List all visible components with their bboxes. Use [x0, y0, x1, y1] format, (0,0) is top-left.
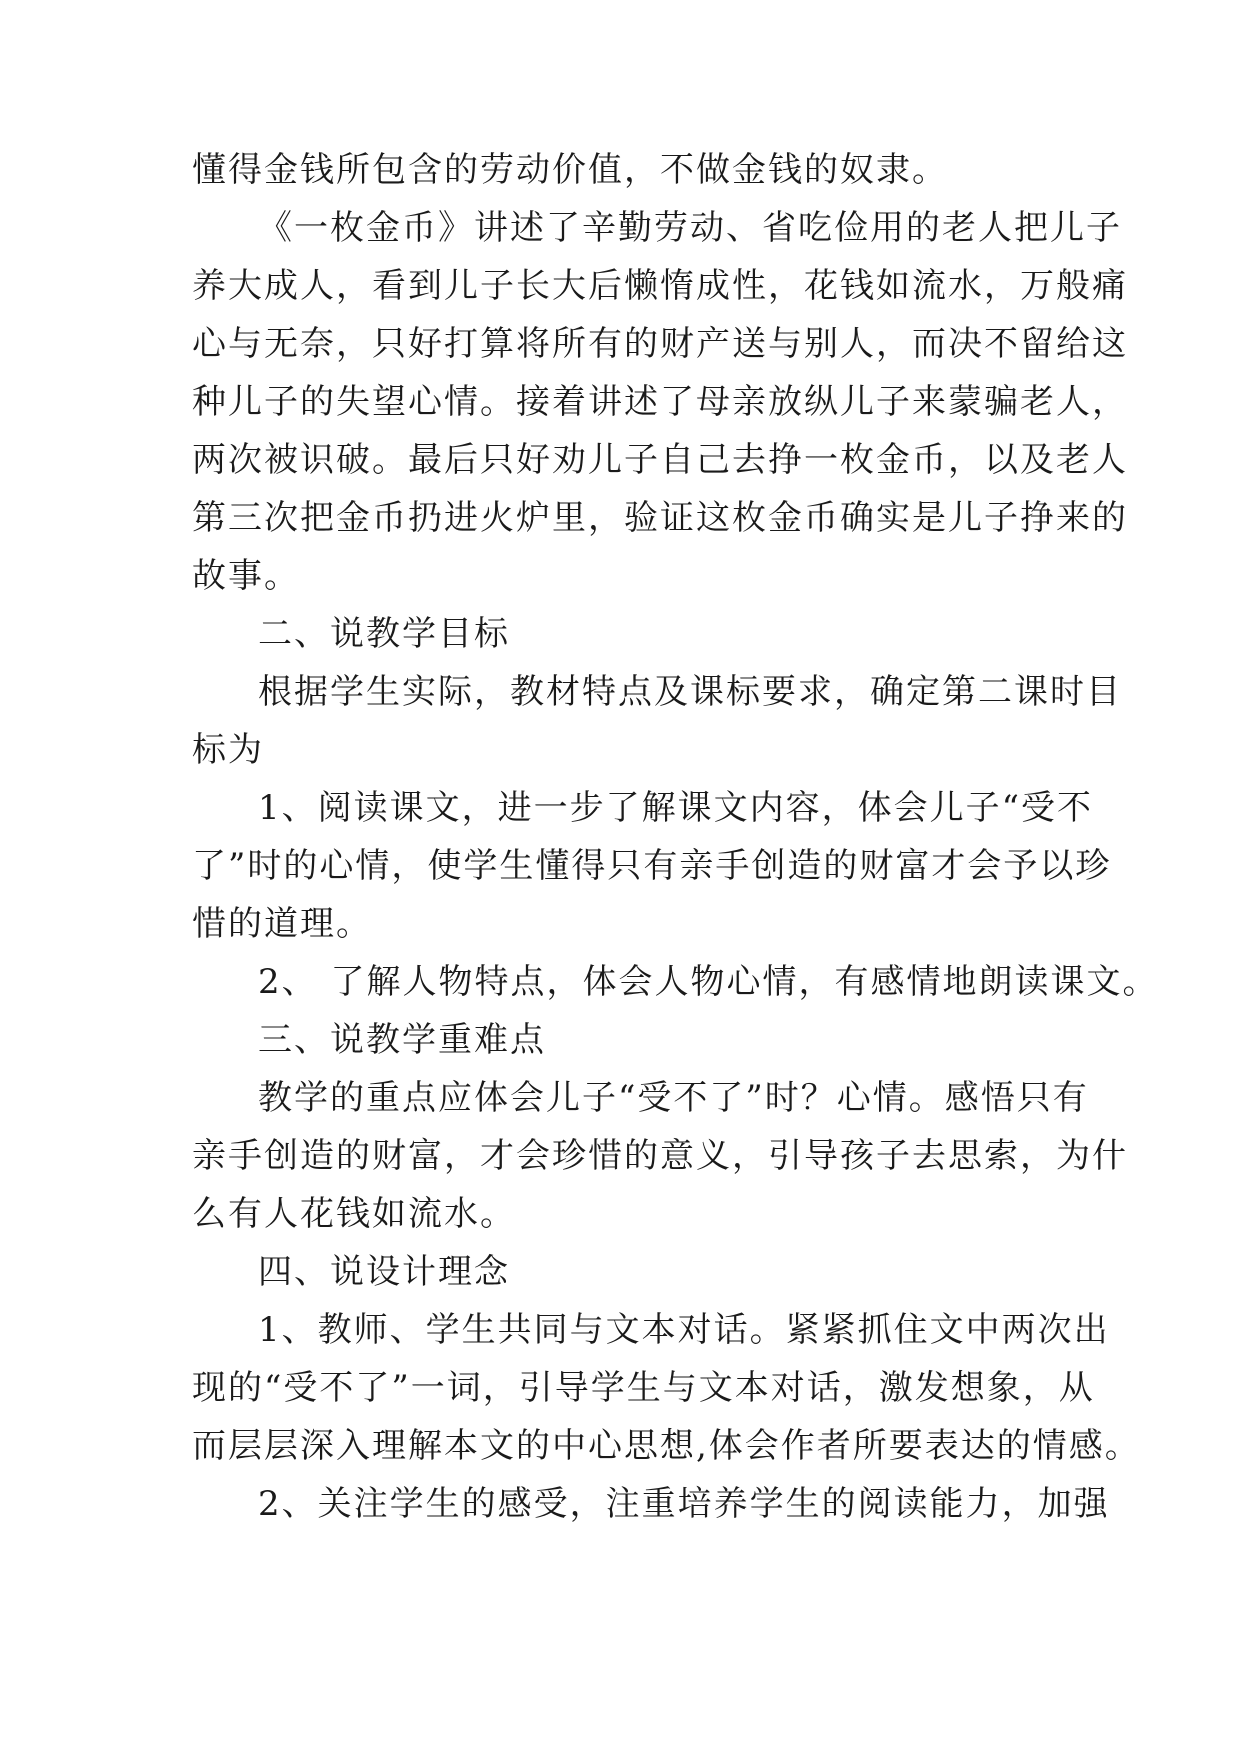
text-line: 标为 — [192, 730, 264, 770]
text-line: 教学的重点应体会儿子“受不了”时？心情。感悟只有 — [258, 1078, 1089, 1118]
text-line: 1、教师、学生共同与文本对话。紧紧抓住文中两次出 — [258, 1310, 1110, 1350]
text-line: 1、阅读课文，进一步了解课文内容，体会儿子“受不 — [258, 788, 1094, 828]
text-line: 现的“受不了”一词，引导学生与文本对话，激发想象，从 — [192, 1368, 1095, 1408]
section-heading: 四、说设计理念 — [258, 1252, 510, 1292]
text-line: 心与无奈，只好打算将所有的财产送与别人，而决不留给这 — [192, 324, 1128, 364]
text-line: 第三次把金币扔进火炉里，验证这枚金币确实是儿子挣来的 — [192, 498, 1128, 538]
text-line: 亲手创造的财富，才会珍惜的意义，引导孩子去思索，为什 — [192, 1136, 1128, 1176]
text-line: 2、 了解人物特点，体会人物心情，有感情地朗读课文。 — [258, 962, 1159, 1002]
text-line: 惜的道理。 — [192, 904, 372, 944]
section-heading: 二、说教学目标 — [258, 614, 510, 654]
text-line: 故事。 — [192, 556, 300, 596]
text-line: 么有人花钱如流水。 — [192, 1194, 516, 1234]
text-line: 种儿子的失望心情。接着讲述了母亲放纵儿子来蒙骗老人， — [192, 382, 1128, 422]
text-line: 两次被识破。最后只好劝儿子自己去挣一枚金币，以及老人 — [192, 440, 1128, 480]
section-heading: 三、说教学重难点 — [258, 1020, 546, 1060]
text-line: 而层层深入理解本文的中心思想,体会作者所要表达的情感。 — [192, 1426, 1141, 1466]
text-line: 养大成人，看到儿子长大后懒惰成性，花钱如流水，万般痛 — [192, 266, 1128, 306]
text-line: 了”时的心情，使学生懂得只有亲手创造的财富才会予以珍 — [192, 846, 1112, 886]
text-line: 《一枚金币》讲述了辛勤劳动、省吃俭用的老人把儿子 — [258, 208, 1122, 248]
text-line: 根据学生实际，教材特点及课标要求，确定第二课时目 — [258, 672, 1122, 712]
text-line: 2、关注学生的感受，注重培养学生的阅读能力，加强 — [258, 1484, 1110, 1524]
text-line: 懂得金钱所包含的劳动价值，不做金钱的奴隶。 — [192, 150, 948, 190]
